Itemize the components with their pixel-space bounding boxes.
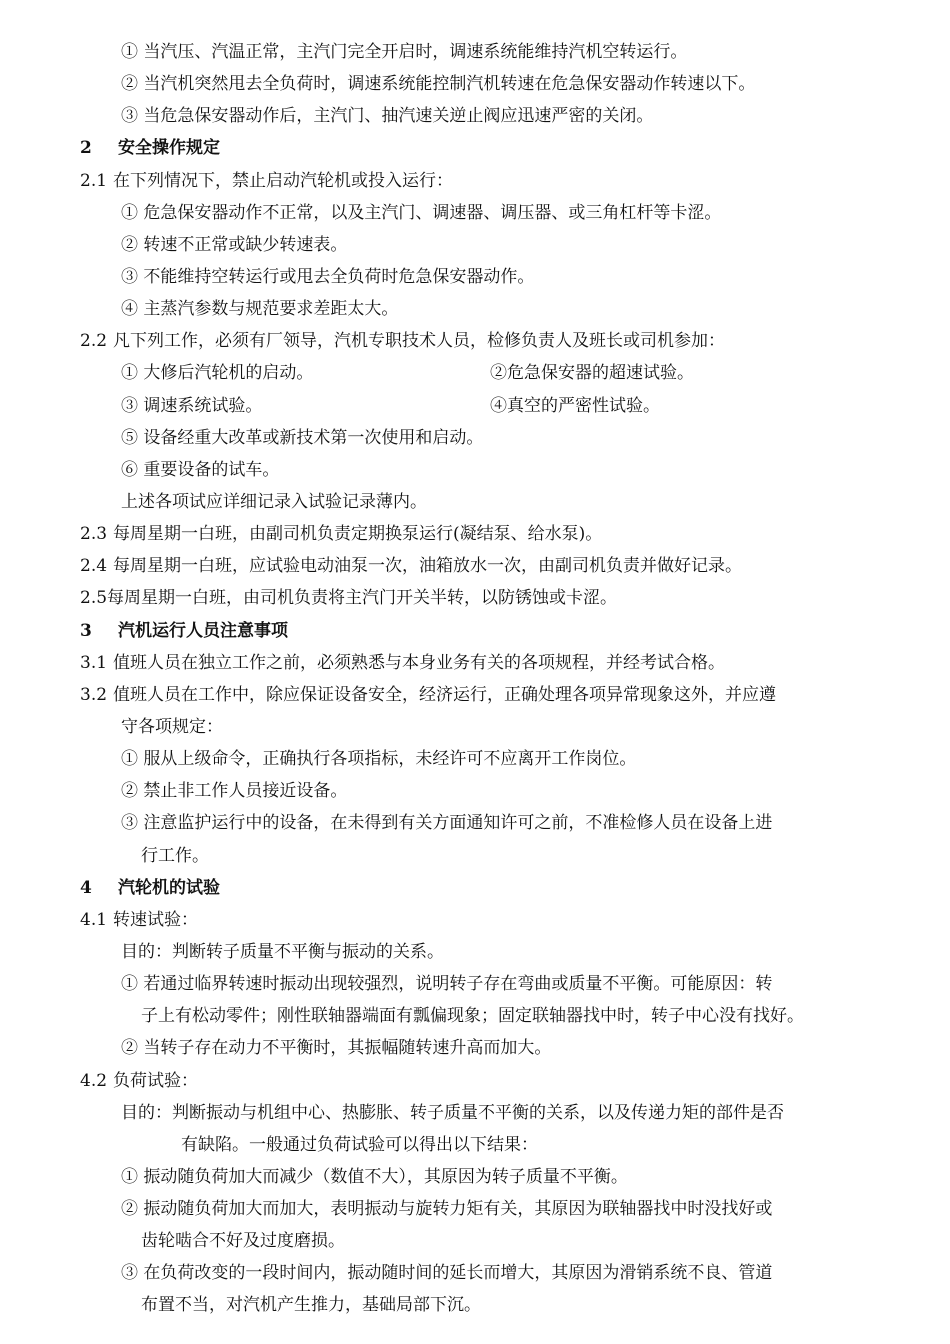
item-text: ② 振动随负荷加大而加大，表明振动与旋转力矩有关，其原因为联轴器找中时没找好或 — [121, 1199, 773, 1220]
paragraph — [0, 518, 950, 550]
paragraph — [0, 647, 950, 679]
item-text: 行工作。 — [141, 845, 209, 866]
list-item — [0, 1193, 950, 1225]
paragraph-continuation — [0, 711, 950, 743]
item-text: ① 服从上级命令，正确执行各项指标，未经许可不应离开工作岗位。 — [121, 749, 637, 770]
paragraph-text: 转速试验： — [113, 909, 199, 930]
section-number: 3 — [80, 620, 92, 641]
purpose-text — [0, 936, 950, 968]
item-text-left: ③ 调速系统试验。 — [121, 395, 263, 416]
paragraph-text: 负荷试验： — [113, 1070, 199, 1091]
item-text: ⑤ 设备经重大改革或新技术第一次使用和启动。 — [121, 427, 484, 448]
list-item — [0, 293, 950, 325]
list-item — [0, 1161, 950, 1193]
list-item — [0, 743, 950, 775]
list-item-row — [0, 390, 950, 422]
paragraph-number: 2.1 — [80, 170, 108, 191]
paragraph — [0, 904, 950, 936]
item-text: ② 禁止非工作人员接近设备。 — [121, 781, 348, 802]
paragraph-number: 2.5 — [80, 588, 108, 609]
list-item — [0, 807, 950, 839]
list-item — [0, 1257, 950, 1289]
section-heading — [0, 615, 950, 647]
item-text: 布置不当，对汽机产生推力，基础局部下沉。 — [141, 1295, 481, 1316]
paragraph — [0, 325, 950, 357]
list-item-continuation — [0, 1000, 950, 1032]
section-heading — [0, 132, 950, 164]
paragraph-number: 2.4 — [80, 556, 108, 577]
item-text: ② 转速不正常或缺少转速表。 — [121, 234, 348, 255]
item-text-left: ① 大修后汽轮机的启动。 — [121, 363, 314, 384]
section-title: 安全操作规定 — [118, 138, 220, 159]
paragraph-text: 每周星期一白班，由司机负责将主汽门开关半转，以防锈蚀或卡涩。 — [107, 588, 618, 609]
paragraph — [0, 582, 950, 614]
list-item-continuation — [0, 1289, 950, 1321]
paragraph-number: 2.2 — [80, 331, 108, 352]
item-text: ③ 注意监护运行中的设备，在未得到有关方面通知许可之前，不准检修人员在设备上进 — [121, 813, 773, 834]
list-item — [0, 775, 950, 807]
paragraph-number: 4.2 — [80, 1070, 108, 1091]
paragraph-text: 每周星期一白班，由副司机负责定期换泵运行(凝结泵、给水泵)。 — [113, 524, 603, 545]
list-item-continuation — [0, 840, 950, 872]
paragraph-text: 目的：判断转子质量不平衡与振动的关系。 — [121, 941, 444, 962]
item-text: ④ 主蒸汽参数与规范要求差距太大。 — [121, 299, 399, 320]
paragraph-text: 每周星期一白班，应试验电动油泵一次，油箱放水一次，由副司机负责并做好记录。 — [113, 556, 743, 577]
item-text-right: ②危急保安器的超速试验。 — [490, 363, 694, 384]
section-title: 汽轮机的试验 — [118, 877, 220, 898]
item-text: ② 当转子存在动力不平衡时，其振幅随转速升高而加大。 — [121, 1038, 552, 1059]
paragraph — [0, 165, 950, 197]
section-heading — [0, 872, 950, 904]
section-number: 4 — [80, 877, 92, 898]
item-text: ③ 不能维持空转运行或甩去全负荷时危急保安器动作。 — [121, 266, 535, 287]
item-text: ② 当汽机突然甩去全负荷时，调速系统能控制汽机转速在危急保安器动作转速以下。 — [121, 74, 756, 95]
paragraph-number: 2.3 — [80, 524, 108, 545]
item-text: ③ 当危急保安器动作后，主汽门、抽汽速关逆止阀应迅速严密的关闭。 — [121, 106, 654, 127]
list-item — [0, 229, 950, 261]
paragraph — [0, 1065, 950, 1097]
section-title: 汽机运行人员注意事项 — [118, 620, 288, 641]
paragraph — [0, 679, 950, 711]
list-item — [0, 454, 950, 486]
paragraph-number: 3.1 — [80, 652, 108, 673]
list-item — [0, 197, 950, 229]
list-item — [0, 1032, 950, 1064]
paragraph-text: 有缺陷。一般通过负荷试验可以得出以下结果： — [181, 1134, 538, 1155]
item-text: ① 若通过临界转速时振动出现较强烈，说明转子存在弯曲或质量不平衡。可能原因：转 — [121, 974, 773, 995]
paragraph-text: 在下列情况下，禁止启动汽轮机或投入运行： — [113, 170, 454, 191]
purpose-continuation — [0, 1129, 950, 1161]
note: 上述各项试应详细记录入试验记录薄内。 — [121, 491, 427, 512]
item-text: ① 危急保安器动作不正常，以及主汽门、调速器、调压器、或三角杠杆等卡涩。 — [121, 202, 722, 223]
item-text: ① 振动随负荷加大而减少（数值不大），其原因为转子质量不平衡。 — [121, 1166, 628, 1187]
item-text-right: ④真空的严密性试验。 — [490, 395, 660, 416]
paragraph-number: 4.1 — [80, 909, 108, 930]
list-item — [0, 422, 950, 454]
item-text: 齿轮啮合不好及过度磨损。 — [141, 1231, 345, 1252]
list-item — [0, 261, 950, 293]
item-text: 子上有松动零件；刚性联轴器端面有瓢偏现象；固定联轴器找中时，转子中心没有找好。 — [141, 1006, 804, 1027]
paragraph-text: 值班人员在工作中，除应保证设备安全，经济运行，正确处理各项异常现象这外，并应遵 — [113, 684, 777, 705]
paragraph-text: 守各项规定： — [121, 716, 223, 737]
list-item — [0, 968, 950, 1000]
item-text: ③ 在负荷改变的一段时间内，振动随时间的延长而增大，其原因为滑销系统不良、管道 — [121, 1263, 773, 1284]
list-item-row — [0, 357, 950, 389]
item-text: ⑥ 重要设备的试车。 — [121, 459, 280, 480]
purpose-text — [0, 1097, 950, 1129]
list-item — [0, 36, 950, 68]
item-text: ① 当汽压、汽温正常，主汽门完全开启时，调速系统能维持汽机空转运行。 — [121, 42, 688, 62]
paragraph — [0, 550, 950, 582]
note-text — [0, 486, 950, 518]
paragraph-text: 凡下列工作，必须有厂领导，汽机专职技术人员，检修负责人及班长或司机参加： — [113, 331, 726, 352]
list-item — [0, 68, 950, 100]
list-item — [0, 100, 950, 132]
paragraph-text: 目的：判断振动与机组中心、热膨胀、转子质量不平衡的关系，以及传递力矩的部件是否 — [121, 1102, 784, 1123]
section-number: 2 — [80, 138, 92, 159]
list-item-continuation — [0, 1225, 950, 1257]
paragraph-text: 值班人员在独立工作之前，必须熟悉与本身业务有关的各项规程，并经考试合格。 — [113, 652, 726, 673]
paragraph-number: 3.2 — [80, 684, 108, 705]
